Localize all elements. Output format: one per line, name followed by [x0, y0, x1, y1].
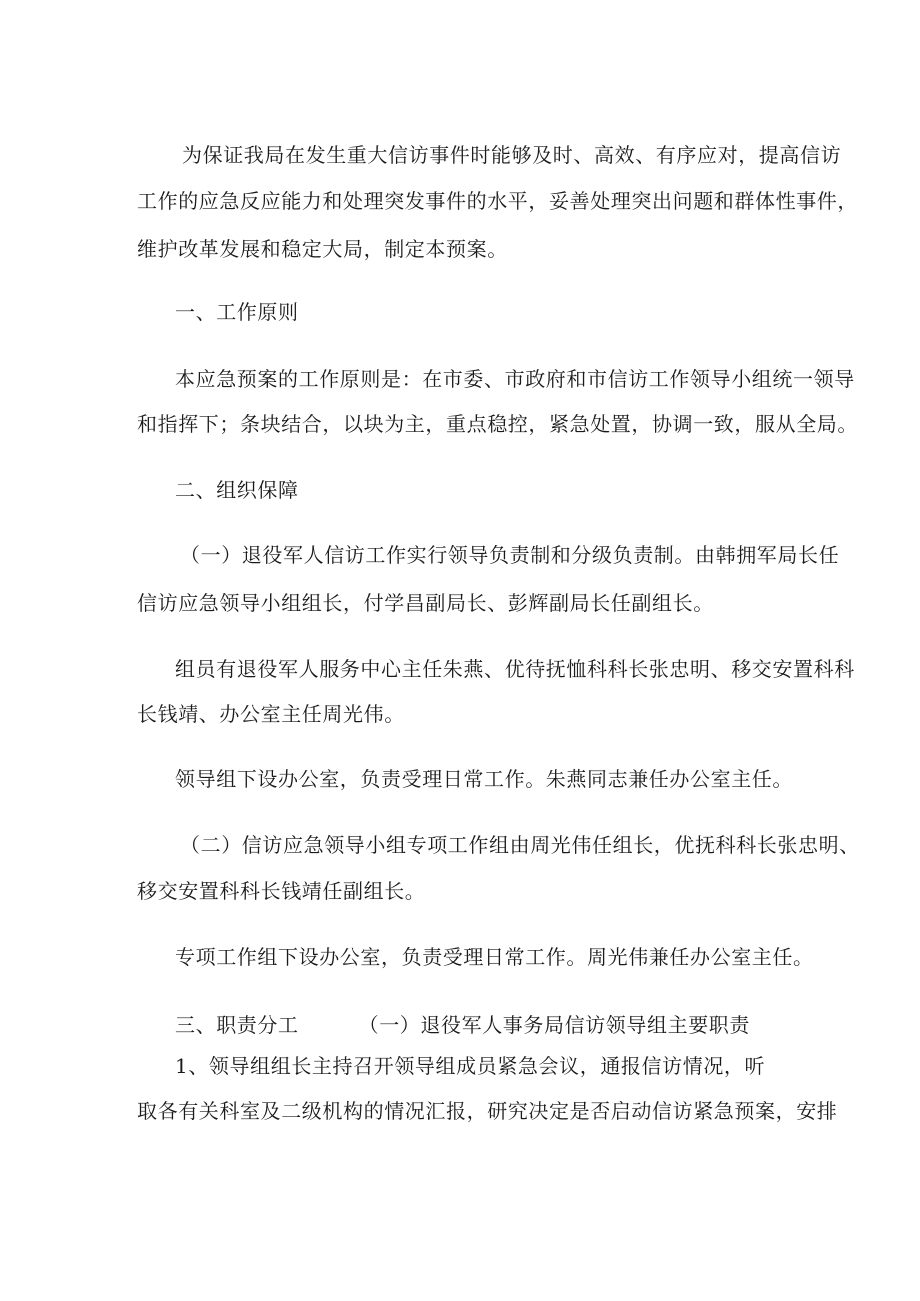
- section-3-subheading: （一）退役军人事务局信访领导组主要职责: [358, 1013, 751, 1037]
- section-2-item-1-line-1: （一）退役军人信访工作实行领导负责制和分级负责制。由韩拥军局长任: [180, 543, 840, 567]
- section-2-item-2-line-1: （二）信访应急领导小组专项工作组由周光伟任组长，优抚科科长张忠明、: [180, 833, 860, 857]
- section-1-paragraph-line-1: 本应急预案的工作原则是：在市委、市政府和市信访工作领导小组统一领导: [175, 367, 855, 391]
- section-2-item-1-line-2: 信访应急领导小组组长，付学昌副局长、彭辉副局长任副组长。: [137, 591, 714, 615]
- section-3-item-1-line-1: 1、领导组组长主持召开领导组成员紧急会议，通报信访情况，听: [175, 1054, 766, 1078]
- section-1-heading: 一、工作原则: [175, 300, 299, 324]
- section-2-item-2-line-2: 移交安置科科长钱靖任副组长。: [137, 879, 426, 903]
- section-2-members-line-2: 长钱靖、办公室主任周光伟。: [137, 702, 405, 726]
- section-2-office-2: 专项工作组下设办公室，负责受理日常工作。周光伟兼任办公室主任。: [175, 945, 814, 969]
- intro-line-3: 维护改革发展和稳定大局，制定本预案。: [137, 237, 508, 261]
- section-2-office-1: 领导组下设办公室，负责受理日常工作。朱燕同志兼任办公室主任。: [175, 767, 793, 791]
- section-3-heading: 三、职责分工: [175, 1013, 299, 1037]
- section-3-item-1-line-2: 取各有关科室及二级机构的情况汇报，研究决定是否启动信访紧急预案，安排: [137, 1099, 838, 1123]
- section-1-paragraph-line-2: 和指挥下；条块结合，以块为主，重点稳控，紧急处置，协调一致，服从全局。: [137, 412, 858, 436]
- section-2-members-line-1: 组员有退役军人服务中心主任朱燕、优待抚恤科科长张忠明、移交安置科科: [175, 657, 855, 681]
- intro-line-1: 为保证我局在发生重大信访事件时能够及时、高效、有序应对，提高信访: [182, 143, 842, 167]
- section-3-heading-line: [175, 1011, 750, 1039]
- section-2-heading: 二、组织保障: [175, 478, 299, 502]
- intro-line-2: 工作的应急反应能力和处理突发事件的水平，妥善处理突出问题和群体性事件，: [137, 189, 858, 213]
